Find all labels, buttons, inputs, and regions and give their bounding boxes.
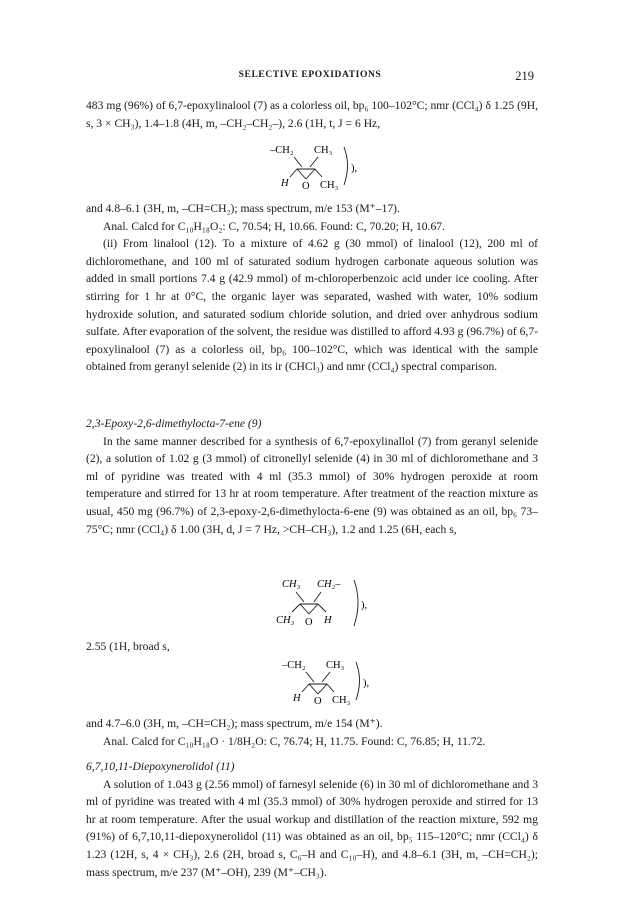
- paragraph-from-linalool: (ii) From linalool (12). To a mixture of 4.62 g (30 mmol) of linalool (12), 200 ml of dichloromethane, and 100 ml of saturated sodium hydrogen carbonate aqueous solution was added in small portions 7.4 g (42.9 mmol) of m-chloroperbenzoic acid under ice cooling. After stirring for 1 hr at 0°C, the organic layer was separated, washed with water, 10% sodium hydroxide solution, and saturated sodium chloride solution, and dried over anhydrous sodium sulfate. After evaporation of the solvent, the residue was distilled to afford 4.93 g (96.7%) of 6,7-epoxylinalool (7) as a colorless oil, bp₆ 100–102°C, which was identical with the sample obtained from geranyl selenide (2) in its ir (CHCl₃) and nmr (CCl₄) spectral comparison.: [86, 237, 538, 374]
- epoxide-structure-2: [260, 570, 390, 636]
- struct-punct: ),: [361, 600, 368, 611]
- struct-label-top-left: –CH₂: [270, 145, 294, 156]
- struct-label-oxygen: O: [314, 696, 322, 707]
- section-diepoxynerolidol: [86, 758, 538, 881]
- paragraph-mass-spectrum: [86, 715, 538, 750]
- paragraph-text: and 4.8–6.1 (3H, m, –CH=CH₂); mass spectrum, m/e 153 (M⁺–17).: [86, 202, 400, 215]
- page-header: [86, 70, 534, 84]
- section-heading: 2,3-Epoxy-2,6-dimethylocta-7-ene (9): [86, 417, 262, 430]
- paragraph-text: 483 mg (96%) of 6,7-epoxylinalool (7) as a colorless oil, bp₆ 100–102°C; nmr (CCl₄) δ 1.25 (9H, s, 3 × CH₃), 1.4–1.8 (4H, m, –CH₂–CH₂–), 2.6 (1H, t, J = 6 Hz,: [86, 99, 538, 130]
- paragraph-text: A solution of 1.043 g (2.56 mmol) of farnesyl selenide (6) in 30 ml of dichloromethane and 3 ml of pyridine was treated with 4 ml (35.3 mmol) of 30% hydrogen peroxide and stirred for 13 hr at room temperature. After the usual workup and distillation of the reaction mixture, 592 mg (91%) of 6,7,10,11-diepoxynerolidol (11) was obtained as an oil, bp₅ 115–120°C; nmr (CCl₄) δ 1.23 (12H, s, 4 × CH₃), 2.6 (2H, broad s, C₆–H and C₁₀–H), and 4.8–6.1 (3H, m, –CH=CH₂); mass spectrum, m/e 237 (M⁺–OH), 239 (M⁺–CH₃).: [86, 777, 538, 879]
- section-heading: 6,7,10,11-Diepoxynerolidol (11): [86, 760, 235, 773]
- struct-label-oxygen: O: [302, 181, 310, 192]
- struct-label-bottom-left: H: [281, 178, 289, 189]
- struct-label-bottom-right: CH₃: [320, 180, 339, 191]
- struct-label-bottom-left: CH₃: [276, 615, 295, 626]
- paragraph-analysis: Anal. Calcd for C₁₀H₁₈O₂: C, 70.54; H, 10.66. Found: C, 70.20; H, 10.67.: [103, 219, 445, 233]
- struct-label-oxygen: O: [305, 617, 313, 628]
- running-title: SELECTIVE EPOXIDATIONS: [238, 70, 382, 80]
- struct-label-top-right: CH₂–: [317, 579, 341, 590]
- paragraph-text: and 4.7–6.0 (3H, m, –CH=CH₂); mass spectrum, m/e 154 (M⁺).: [86, 717, 383, 730]
- epoxide-structure-3: [262, 648, 392, 710]
- struct-label-top-right: CH₃: [326, 660, 345, 671]
- struct-label-bottom-right: CH₃: [332, 695, 351, 706]
- struct-label-top-left: –CH₂: [282, 660, 306, 671]
- paragraph-analysis: Anal. Calcd for C₁₀H₁₈O · 1/8H₂O: C, 76.74; H, 11.75. Found: C, 76.85; H, 11.72.: [103, 734, 486, 748]
- paragraph-epoxylinalool-yield: [86, 97, 538, 132]
- struct-punct: ),: [363, 678, 370, 689]
- struct-label-top-right: CH₃: [314, 145, 333, 156]
- epoxide-structure-1: [250, 133, 380, 195]
- section-epoxy-dimethyloctene: [86, 415, 538, 538]
- paragraph-text: 2.55 (1H, broad s,: [86, 640, 170, 653]
- paragraph-nmr-continued: [86, 200, 538, 376]
- struct-label-top-left: CH₃: [282, 579, 301, 590]
- struct-label-bottom-right: H: [324, 615, 332, 626]
- struct-punct: ),: [351, 163, 358, 174]
- struct-label-bottom-left: H: [293, 693, 301, 704]
- paragraph-text: In the same manner described for a synthesis of 6,7-epoxylinallol (7) from geranyl selenide (2), a solution of 1.02 g (3 mmol) of citronellyl selenide (4) in 30 ml of dichloromethane and 3 ml of pyridine was treated with 4 ml (35.3 mmol) of 30% hydrogen peroxide at room temperature and stirred for 13 hr at room temperature. After treatment of the reaction mixture as usual, 450 mg (96.7%) of 2,3-epoxy-2,6-dimethylocta-6-ene (9) was obtained as an oil, bp₆ 73–75°C; nmr (CCl₄) δ 1.00 (3H, d, J = 7 Hz, >CH–CH₃), 1.2 and 1.25 (6H, each s,: [86, 434, 538, 536]
- page-number: 219: [515, 69, 534, 83]
